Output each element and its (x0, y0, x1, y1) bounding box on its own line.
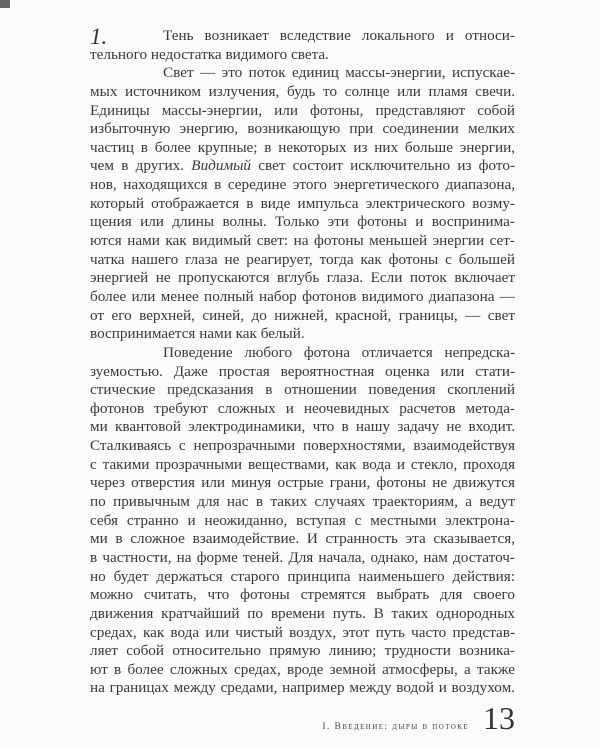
text-line: себя странно и неожиданно, вступая с местными электрона- (90, 511, 515, 529)
text-line: средах, как вода или чистый воздух, этот путь часто представ- (90, 623, 515, 641)
text-line: Сталкиваясь с непрозрачными поверхностями, взаимодействуя (90, 437, 515, 455)
section-number: 1. (90, 24, 108, 49)
page-body (90, 24, 515, 698)
text-line: ляет собой относительно прямую линию; трудности возника- (90, 642, 515, 660)
text-line: на границах между средами, например между водой и воздухом. (90, 679, 515, 697)
text-line: воспринимается нами как белый. (90, 325, 305, 343)
text-line: чатка нашего глаза не реагирует, тогда как фотоны с большей (90, 250, 515, 268)
text-line: мых источником излучения, будь то солнце или пламя свечи. (90, 82, 515, 100)
text-line (90, 157, 515, 176)
text-line: Свет — это поток единиц массы-энергии, испускае- (163, 64, 515, 82)
text-line: частиц в более крупные; в некоторых из них больше энергии, (90, 138, 515, 156)
text-segment: свет состоит исключительно из фото- (251, 157, 515, 175)
text-line: Единицы массы-энергии, или фотоны, представляют собой (90, 101, 515, 119)
text-line: ми квантовой электродинамики, что в нашу задачу не входит. (90, 418, 515, 436)
page-number: 13 (483, 700, 515, 736)
text-line: ются нами как видимый свет: на фотоны меньшей энергии сет- (90, 232, 515, 250)
text-line: ют в более сложных средах, вроде земной атмосферы, а также (90, 660, 515, 678)
text-line: с такими прозрачными веществами, как вода и стекло, проходя (90, 455, 515, 473)
text-line: стические предсказания в отношении поведения скоплений (90, 381, 515, 399)
running-head: I. Введение: дыры в потоке (322, 722, 469, 732)
text-line: но будет держаться старого принципа наименьшего действия: (90, 567, 515, 585)
text-line: фотонов требуют сложных и неочевидных расчетов метода- (90, 399, 515, 417)
text-line: можно считать, что фотоны стремятся выбрать для своего (90, 586, 515, 604)
body-text (90, 27, 515, 698)
text-line: Тень возникает вследствие локального и относи- (163, 27, 515, 44)
text-line: который отображается в виде импульса электрического возму- (90, 194, 515, 212)
text-line: через отверстия или минуя острые грани, фотоны не движутся (90, 474, 515, 492)
text-line: избыточную энергию, возникающую при соединении мелких (90, 120, 515, 138)
emphasis: Видимый (191, 157, 252, 175)
text-line: нов, находящихся в середине этого энергетического диапазона, (90, 176, 515, 194)
text-line: щения или длины волны. Только эти фотоны и воспринима- (90, 213, 515, 231)
text-line: от его верхней, синей, до нижней, красной, границы, — свет (90, 306, 515, 324)
text-line: Поведение любого фотона отличается непредска- (163, 343, 515, 361)
text-line: по привычным для нас в таких случаях траекториям, а ведут (90, 493, 515, 511)
text-line: более или менее полный набор фотонов видимого диапазона — (90, 287, 515, 305)
text-line: движения кратчайший по времени путь. В таких однородных (90, 604, 515, 622)
text-segment: чем в других. (90, 157, 192, 175)
text-line: в частности, на форме теней. Для начала, однако, нам достаточ- (90, 548, 515, 566)
scan-corner-mark (0, 0, 10, 8)
text-line: зуемостью. Даже простая вероятностная оценка или стати- (90, 362, 515, 380)
text-line: энергией не пропускаются вглубь глаза. Если поток включает (90, 269, 515, 287)
page-footer (0, 700, 515, 737)
text-line: ми в сложное взаимодействие. И странность эта сказывается, (90, 530, 515, 548)
text-line: тельного недостатка видимого света. (90, 45, 329, 63)
